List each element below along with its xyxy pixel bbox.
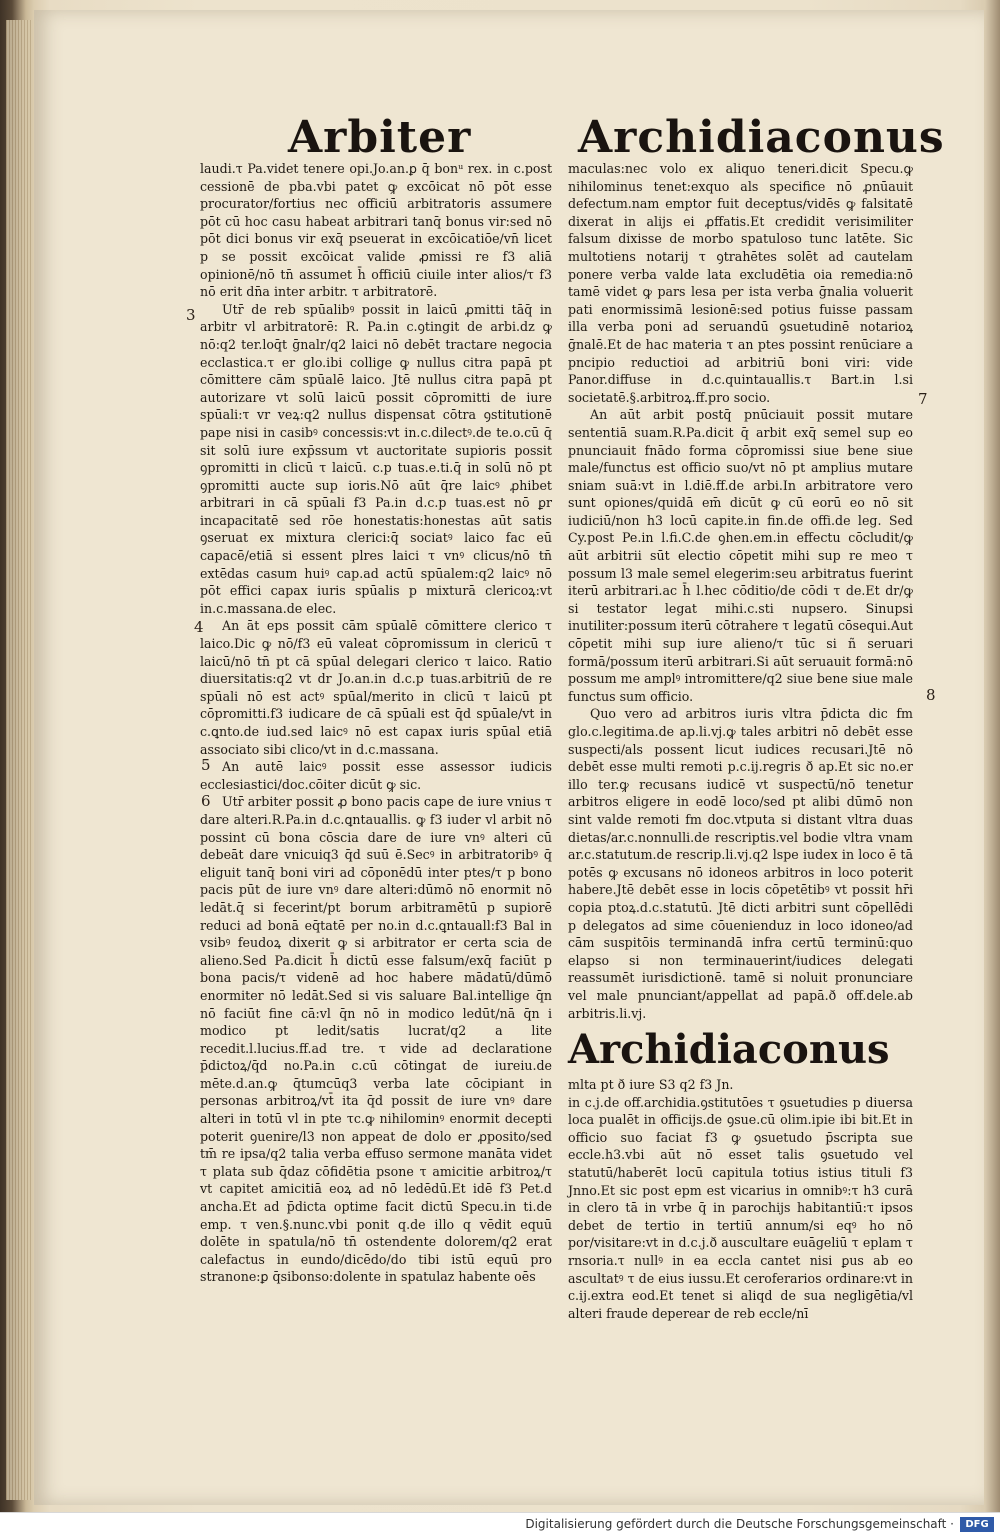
paragraph: maculas:nec volo ex aliquo teneri.dicit Specu.ꝙ nihilominus tenet:exquo als specifice nō ꝓnūauit defectum.nam emptor fuit deceptus/vidēs ꝙ falsitatē dixerat in alijs ei ꝓffatis.Et credidit verisimiliter falsum dixisse de morbo spatuloso tunc latēte. Sic multotiens notarij τ ꝯtrahētes solēt ad cautelam ponere verba valde lata excludētia oia remedia:nō tamē videt ꝙ pars lesa per ista verba ḡnalia voluerit pati enormissimā lesionē:sed potius fuisse passam illa verba poni ad seruandū ꝯsuetudinē notarioꝝ ḡnalē.Et de hac materia τ an ptes possint renūciare a pncipio reductioi ad arbitriū boni viri: vide Panor.diffuse in d.c.quintauallis.τ Bart.in l.si societatē.§.arbitroꝝ.ff.pro socio.	[568, 161, 913, 405]
paragraph: Utr̄ de reb spūalibꝰ possit in laicū ꝓmitti tāq̄ in arbitr vl arbitratorē: R. Pa.in c.ꝯtingit de arbi.dz ꝙ nō:q2 ter.loq̄t ḡnalr/q2 laici nō debēt tractare negocia ecclastica.τ er glo.ibi collige ꝙ nullus citra papā pt cōmittere cām spūalē laico. Jtē nullus citra papā pt autorizare vt solū laicū possit cōpromitti de iure spūali:τ vr veꝝ:q2 nullus dispensat cōtra ꝯstitutionē pape nisi in casibꝰ concessis:vt in.c.dilectꝰ.de te.o.cū q̄ sit solū iure exp̄ssum vt auctoritate supioris possit ꝯpromitti in clicū τ laicū. c.p tuas.e.ti.q̄ in solū nō pt ꝯpromitti aucte sup ioris.Nō aūt q̄re laicꝰ ꝓhibet arbitrari in cā spūali f3 Pa.in d.c.p tuas.est nō ꝑr incapacitatē sed rōe honestatis:honestas aūt satis ꝯseruat ex mixtura clerici:q̄ sociatꝰ laico fac eū capacē/etiā si essent plres laici τ vnꝰ clicus/nō tn̄ extēdas casum huiꝰ cap.ad actū spūalem:q2 laicꝰ nō pōt effici capax iuris spūalis p mixturā clericoꝝ:vt in.c.massana.de elec.	[200, 301, 552, 616]
right-text-column	[568, 160, 913, 1322]
margin-number-4: 4	[194, 618, 204, 636]
margin-number-5: 5	[201, 756, 211, 774]
section-rubric-archidiaconus: Archidiaconus	[568, 1026, 890, 1074]
margin-number-3: 3	[186, 306, 196, 324]
paragraph: An autē laicꝰ possit esse assessor iudicis ecclesiastici/doc.cōiter dicūt ꝙ sic.	[200, 759, 552, 792]
dfg-logo: DFG	[960, 1517, 994, 1532]
page-edges	[6, 20, 32, 1500]
rubric-lead: mlta pt ð iure S3 q2 f3 Jn.	[568, 1077, 734, 1093]
running-header-left: Arbiter	[288, 112, 472, 163]
paragraph: Quo vero ad arbitros iuris vltra p̄dicta dic fm glo.c.legitima.de ap.li.vj.ꝙ tales arbitri nō debēt esse suspecti/als possent licut iudices recusari.Jtē nō debēt esse multi remoti p.c.ij.regris ð ap.Et sic no.er illo ter.ꝙ recusans iudicē vt suspectū/nō tenetur arbitros eligere in eodē loco/sed pt alibi dūmō non sint valde remoti fm doc.vtputa si distant vltra duas dietas/ar.c.nonnulli.de rescriptis.vel bodie vltra vnam ar.c.statutum.de rescrip.li.vj.q2 lspe iudex in loco ē tā potēs ꝙ excusans nō idoneos arbitros in loco poterit habere.Jtē debēt esse in locis cōpetētibꝰ vt possit hr̄i copia ptoꝝ.d.c.statutū. Jtē dicti arbitri sunt cōpellēdi p delegatos ad sime cōuenienduz in loco idoneo/ad cām suspitōis terminandā infra certū terminū:quo elapso si non terminauerint/iudices delegati reassumēt iurisdictionē. tamē si noluit pronunciare vel male pnunciant/appellat ad papā.ð off.dele.ab arbitris.li.vj.	[568, 706, 913, 1021]
margin-number-6: 6	[201, 792, 211, 810]
footer-bar	[0, 1512, 1000, 1537]
footer-credit: Digitalisierung gefördert durch die Deutsche Forschungsgemeinschaft ·	[525, 1517, 954, 1531]
paragraph: laudi.τ Pa.videt tenere opi.Jo.an.ꝑ q̄ bonᵘ rex. in c.post cessionē de pba.vbi patet ꝙ excōicat nō pōt esse procurator/fortius nec officiū arbitratoris assumere pōt cū hoc casu habeat arbitrari tanq̄ bonus vir:sed nō pōt dici bonus vir exq̄ pseuerat in excōicatiōe/vn̄ licet p se possit excōicat valide ꝓmissi re f3 aliā opinionē/nō tn̄ assumet h̄ officiū ciuile inter alios/τ f3 nō erit dn̄a inter arbitr. τ arbitratorē.	[200, 161, 552, 300]
margin-number-7: 7	[918, 390, 928, 408]
paragraph: An āt eps possit cām spūalē cōmittere clerico τ laico.Dic ꝙ nō/f3 eū valeat cōpromissum in clericū τ laicū/nō tn̄ pt cā spūal delegari clerico τ laico. Ratio diuersitatis:q2 vt dr Jo.an.in d.c.p tuas.arbitriū de re spūali nō est actꝰ spūal/merito in clicū τ laicū pt cōpromitti.f3 iudicare de cā spūali est q̄d spūale/vt in c.ꝗnto.de iud.sed laicꝰ nō est capax iuris spūal etiā associato sibi clico/vt in d.c.massana.	[200, 618, 552, 757]
left-text-column	[200, 160, 552, 1286]
paragraph: in c.j.de off.archidia.ꝯstitutōes τ ꝯsuetudies p diuersa loca pualēt in officijs.de ꝯsue.cū olim.ipie ibi bit.Et in officio suo faciat f3 ꝙ ꝯsuetudo p̄scripta sue eccle.h3.vbi aūt nō esset talis ꝯsuetudo vel statutū/haberēt locū capitula totius istius tituli f3 Jnno.Et sic post epm est vicarius in omnibꝰ:τ h3 curā in clero tā in vrbe q̄ in parochijs habitantiū:τ ipsos debet de tertio in tertiū annum/si eqꝰ ho nō por/visitare:vt in d.c.j.ð auscultare euāgeliū τ eplam τ rnsoria.τ nullꝰ in ea eccla cantet nisi ꝑus ab eo ascultatꝰ τ de eius iussu.Et ceroferarios ordinare:vt in c.ij.extra eod.Et tenet si aliqd de sua negligētia/vl alteri fraude deperear de reb eccle/nī	[568, 1094, 913, 1321]
paragraph: An aūt arbit postq̄ pnūciauit possit mutare sententiā suam.R.Pa.dicit q̄ arbit exq̄ semel sup eo pnunciauit fnādo forma cōpromissi siue bene siue male/functus est officio suo/vt nō pt amplius mutare sniam suā:vt in l.diē.ff.de arbi.In arbitratore vero sunt opiones/quidā em̄ dicūt ꝙ cū eorū eo nō sit iudiciū/non h3 locū capite.in fin.de offi.de leg. Sed Cy.post Pe.in l.fi.C.de ꝯhen.em.in effectu cōcludit/ꝙ aūt arbitrii sūt electio cōpetit mihi sup re meo τ possum l3 male semel elegerim:seu arbitratus fuerint iterū arbitrari.ac h̄ l.hec cōditio/de cōdi τ de.Et dr/ꝙ si testator legat mihi.c.sti nupsero. Sinupsi inutiliter:possum iterū cōtrahere τ legatū cōsequi.Aut cōpetit mihi sup iure alieno/τ tūc si ñ seruari formā/possum iterū arbitrari.Si aūt seruauit formā:nō possum me amplꝰ intromittere/q2 siue bene siue male functus sum officio.	[568, 407, 913, 704]
margin-number-8: 8	[926, 686, 936, 704]
running-header-right: Archidiaconus	[578, 112, 945, 163]
paragraph: Utr̄ arbiter possit ꝓ bono pacis cape de iure vnius τ dare alteri.R.Pa.in d.c.ꝗntauallis. ꝙ f3 iuder vl arbit nō possint cū bona cōscia dare de iure vnꝰ alteri cū debeāt dare vnicuiq3 q̄d suū ē.Secꝰ in arbitratoribꝰ q̄ eliguit tanq̄ boni viri ad cōponēdū inter ptes/τ p bono pacis pūt de iure vnꝰ dare alteri:dūmō nō enormit nō ledāt.q̄ si fecerint/pt borum arbitramētū p supiorē reduci ad bonā eq̄tatē per no.in d.c.ꝗntauall:f3 Bal in vsibꝰ feudoꝝ dixerit ꝙ si arbitrator er certa scia de alieno.Sed Pa.dicit h̄ dictū esse falsum/exq̄ faciūt p bona pacis/τ videnē ad hoc habere mādatū/dūmō enormiter nō ledāt.Sed si vis saluare Bal.intellige q̄n nō faciūt fine cā:vl q̄n nō in modico ledūt/nā q̄n i modico pt ledit/satis lucrat/q2 a lite recedit.l.lucius.ff.ad tre. τ vide ad declaratione p̄dictoꝝ/q̄d no.Pa.in c.cū cōtingat de iureiu.de mēte.d.an.ꝙ q̄tumcūq3 verba late cōcipiant in personas arbitroꝝ/vt̄ ita q̄d possit de iure vnꝰ dare alteri in totū vl in pte τc.ꝙ nihilominꝰ enormit decepti poterit ꝯuenire/l3 non appeat de dolo er ꝓposito/sed tm̄ re ipsa/q2 talia verba effuso sermone manāta videt τ plata sub q̄daz cōfidētia psone τ amicitie arbitroꝝ/τ vt capitet amicitiā eoꝝ ad nō ledēdū.Et idē f3 Pet.d ancha.Et ad p̄dicta optime facit dictū Specu.in ti.de emp. τ ven.§.nunc.vbi ponit q.de illo q vēdit equū dolēte in spatula/nō tn̄ ostendente dolorem/q2 erat calefactus in eundo/dicēdo/do tibi istū equū pro stranone:ꝑ q̄sibonso:dolente in spatulaz habente oēs	[200, 794, 552, 1285]
